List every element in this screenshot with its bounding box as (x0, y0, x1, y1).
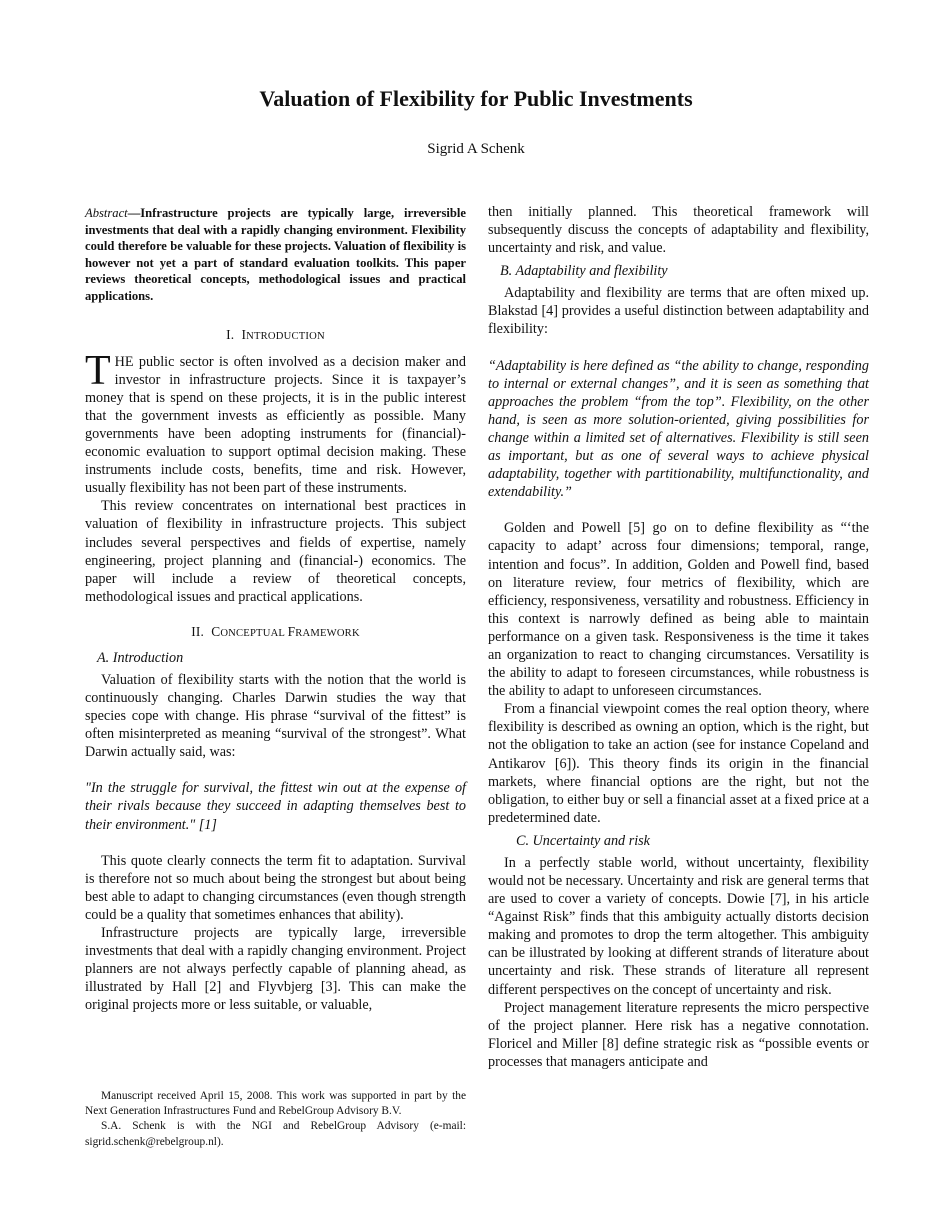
intro-paragraph-2: This review concentrates on international best practices in valuation of flexibility in infrastructure projects. This subject includes several perspectives and fields of expertise, namely engineering, project planning and (financial-) economics. The paper will include a review of theoretical concepts, methodological issues and practical applications. (85, 498, 466, 605)
section-title-rest: NTRODUCTION (246, 330, 325, 342)
left-column (85, 203, 466, 1014)
paper-title: Valuation of Flexibility for Public Investments (259, 86, 693, 111)
adaptability-paragraph-1: Adaptability and flexibility are terms that are often mixed up. Blakstad [4] provides a useful distinction between adaptability and flexibility: (488, 285, 869, 338)
paper-author: Sigrid A Schenk (427, 141, 525, 157)
abstract-label: Abstract (85, 206, 128, 220)
darwin-quote: "In the struggle for survival, the fittest win out at the expense of their rivals because they succeed in adapting themselves best to their environment." [1] (85, 780, 466, 833)
adaptability-paragraph-2: Golden and Powell [5] go on to define flexibility as “‘the capacity to adapt’ across four dimensions; temporal, range, intention and focus”. In addition, Golden and Powell find, based on literature review, four metrics of flexibility, which are efficiency, responsiveness, versatility and robustness. Efficiency in this context is narrowly defined as being able to maintain performance on a given task. Responsiveness is the time it takes an organization to react to changing circumstances. Versatility is the ability to adapt to foreseen circumstances, while robustness is the ability to adapt to unforeseen circumstances. (488, 520, 869, 700)
subsection-heading-uncertainty: C. Uncertainty and risk (516, 832, 650, 849)
intro-paragraph-1 (85, 347, 466, 498)
framework-paragraph-4: then initially planned. This theoretical framework will subsequently discuss the concepts of adaptability and flexibility, uncertainty and risk, and value. (488, 204, 869, 257)
framework-paragraph-3: Infrastructure projects are typically large, irreversible investments that deal with a rapidly changing environment. Project planners are not always perfectly capable of planning ahead, as illustrated by Hall [2] and Flyvbjerg [3]. This can make the original projects more or less suitable, or valuable, (85, 925, 466, 1014)
section-number: II. (191, 623, 205, 639)
subsection-heading-adaptability: B. Adaptability and flexibility (500, 263, 668, 280)
section-number: I. (226, 326, 235, 342)
section-heading-conceptual-framework (85, 624, 466, 640)
blakstad-quote: “Adaptability is here defined as “the ability to change, responding to internal or external changes”, and it is seen as something that approaches the problem “from the top”. Flexibility, on the other hand, is seen as more solution-oriented, giving possibilities for change within a limited set of alternatives. Flexibility is still seen as important, but as one of several ways to achieve physical adaptability, together with partitionability, multifunctionality, and extendability.” (488, 357, 869, 501)
uncertainty-paragraph-2: Project management literature represents the micro perspective of the project planner. Here risk has a negative connotation. Floricel and Miller [8] define strategic risk as “possible events or processes that managers anticipate and (488, 999, 869, 1070)
section-title-initial: C (211, 623, 221, 639)
footnotes (85, 1089, 466, 1150)
framework-paragraph-2: This quote clearly connects the term fit to adaptation. Survival is therefore not so much about being the strongest but about being best able to adapt to changing circumstances (even though strength could be a quality that sometimes enhances that ability). (85, 852, 466, 923)
section-title-initial: I (241, 326, 247, 342)
section-title-initial: F (287, 623, 296, 639)
subsection-heading-introduction: A. Introduction (97, 649, 184, 666)
uncertainty-paragraph-1: In a perfectly stable world, without uncertainty, flexibility would not be necessary. Uncertainty and risk are general terms that are used to cover a variety of concepts. Dowie [7], in his article “Against Risk” finds that this ambiguity actually distorts decision making and promotes to drop the term altogether. This ambiguity can be illustrated by looking at different strands of literature about uncertainty and risk. These strands of literature all represent different perspectives on the concept of uncertainty and risk. (488, 854, 869, 998)
adaptability-paragraph-3: From a financial viewpoint comes the real option theory, where flexibility is described as owning an option, which is the right, but not the obligation to take an action (see for instance Copeland and Antikarov [6]). This theory finds its origin in the financial markets, where financial options are the right, but not the obligation, to either buy or sell a financial asset at a fixed price at a predetermined date. (488, 701, 869, 826)
drop-cap: T (85, 347, 111, 394)
framework-paragraph-1: Valuation of flexibility starts with the notion that the world is continuously changing. Charles Darwin studies the way that species cope with change. His phrase “survival of the fittest” is often misinterpreted as meaning “survival of the strongest”. What Darwin actually said, was: (85, 671, 466, 761)
section-title-part: ONCEPTUAL (220, 627, 288, 639)
section-title-part: RAMEWORK (295, 627, 360, 639)
section-heading-introduction (85, 327, 466, 343)
footnote-author-affiliation: S.A. Schenk is with the NGI and RebelGroup Advisory (e-mail: sigrid.schenk@rebelgroup.nl). (85, 1120, 466, 1148)
abstract-text: —Infrastructure projects are typically large, irreversible investments that deal with a rapidly changing environment. Flexibility could therefore be valuable for these projects. Valuation of flexibility is however not yet a part of standard evaluation toolkits. This paper reviews theoretical concepts, methodological issues and practical applications. (85, 206, 466, 303)
footnote-manuscript: Manuscript received April 15, 2008. This work was supported in part by the Next Generation Infrastructures Fund and RebelGroup Advisory B.V. (85, 1090, 466, 1118)
abstract (85, 205, 466, 305)
intro-paragraph-1-text: HE public sector is often involved as a decision maker and investor in infrastructure projects. Since it is taxpayer’s money that is spend on these projects, it is in the public interest that the government invests as efficiently as possible. Many governments have been adopting instruments for (financial)-economic evaluation to support optimal decision making. These instruments include costs, benefits, time and risk. However, usually flexibility has not been part of these instruments. (85, 353, 466, 497)
right-column (488, 203, 869, 1071)
